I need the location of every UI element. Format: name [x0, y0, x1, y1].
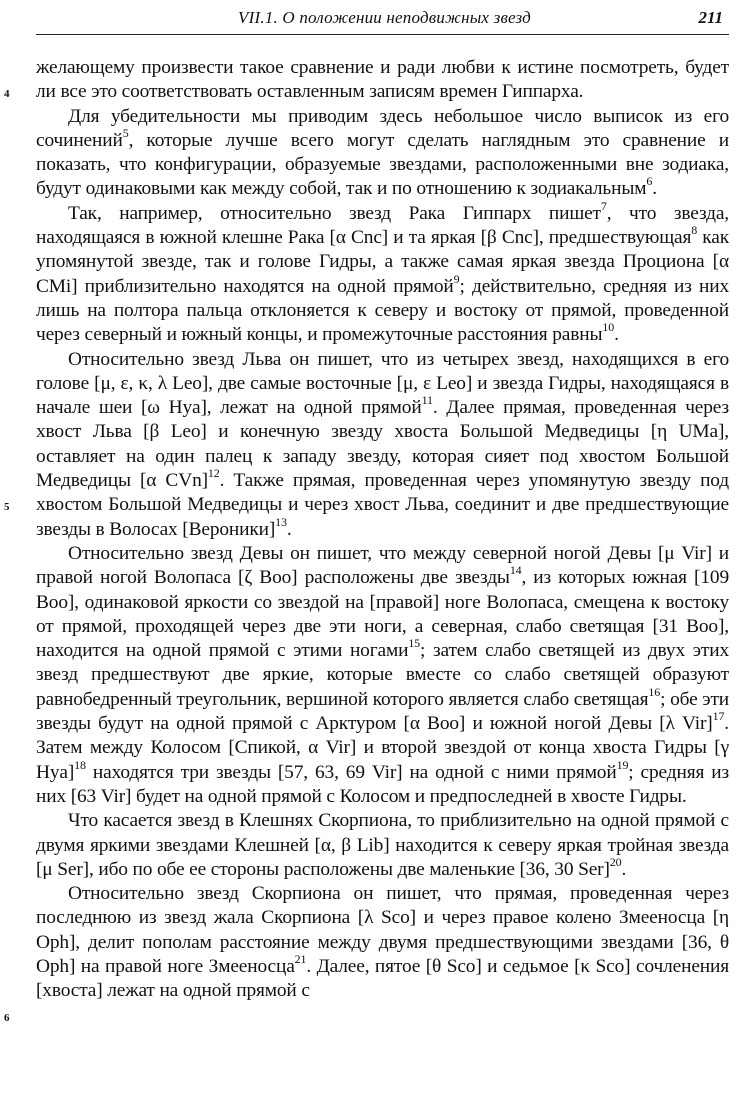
- footnote-marker[interactable]: 17: [712, 709, 725, 724]
- footnote-marker[interactable]: 19: [616, 757, 629, 772]
- footnote-marker[interactable]: 13: [275, 514, 287, 529]
- header-rule: [36, 34, 729, 35]
- text-run: . Затем между Колосом [Спикой, α Vir] и второй звездой от конца хвоста Гидры [γ Hya]: [36, 713, 729, 783]
- footnote-marker[interactable]: 5: [122, 125, 129, 140]
- text-run: ; действительно, средняя из них лишь на полтора пальца отклоняется к северу и востоку от прямой, проведенной через северный и южный концы, и промежуточные расстояния равны: [36, 275, 729, 346]
- text-run: Для убедительности мы приводим здесь небольшое число выписок из его сочинений: [36, 105, 729, 151]
- text-run: .: [614, 324, 619, 346]
- text-run: , которые лучше всего могут сделать наглядным это сравнение и показать, что конфигурации, образуемые звездами, расположенными вне зодиака, будут одинаковыми как между собой, так и по отношению к зодиакальным: [36, 129, 729, 200]
- text-run: ; затем слабо светящей из двух этих звезд предшествуют две яркие, которые вместе со слабо светящей образуют равнобедренный треугольник, вершиной которого является слабо светящая: [36, 640, 729, 710]
- text-run: Так, например, относительно звезд Рака Гиппарх пишет: [68, 202, 601, 224]
- text-run: , из которых южная [109 Boo], одинаковой яркости со звездой на [правой] ноге Волопаса, смещена к востоку от прямой, проходящей через две эти ноги, а северная, слабо светящая [31 Boo], находится на одной прямой с этими ногами: [36, 567, 729, 662]
- footnote-marker[interactable]: 21: [294, 951, 307, 966]
- margin-line-number: 6: [4, 1011, 10, 1024]
- footnote-marker[interactable]: 16: [648, 684, 661, 699]
- text-run: . Далее, пятое [θ Sco] и седьмое [κ Sco] сочленения [хвоста] лежат на одной прямой с: [36, 955, 729, 1002]
- text-run: .: [286, 518, 292, 540]
- footnote-marker[interactable]: 7: [600, 198, 607, 213]
- paragraph: [36, 809, 729, 882]
- footnote-marker[interactable]: 12: [207, 466, 220, 481]
- paragraph: [36, 198, 729, 348]
- text-run: .: [652, 178, 657, 200]
- footnote-marker[interactable]: 15: [408, 636, 421, 651]
- text-run: находятся три звезды [57, 63, 69 Vir] на одной с ними прямой: [85, 761, 617, 783]
- text-run: Что касается звезд в Клешнях Скорпиона, то приблизительно на одной прямой с двумя яркими звездами Клешней [α, β Lib] находится к северу яркая тройная звезда [μ Ser], ибо по обе ее стороны расположены две маленькие [36, 30 Ser]: [36, 810, 729, 880]
- footnote-marker[interactable]: 10: [602, 320, 615, 335]
- paragraph: [36, 882, 729, 1003]
- footnote-marker[interactable]: 8: [691, 223, 698, 238]
- text-run: ; обе эти звезды будут на одной прямой с Арктуром [α Boo] и южной ногой Девы [λ Vir]: [36, 688, 730, 735]
- page-header: [36, 4, 733, 34]
- margin-line-number: 5: [4, 501, 10, 514]
- page-number: 211: [698, 8, 723, 27]
- margin-line-number: 4: [4, 88, 10, 101]
- text-run: . Далее прямая, проведенная через хвост Льва [β Leo] и конечную звезду хвоста Большой Медведицы [η UMa], оставляет на один палец к западу звезду, которая сияет под хвостом Большой Медведицы [α CVn]: [36, 397, 729, 492]
- body-text: [36, 56, 729, 1004]
- text-run: .: [621, 858, 627, 880]
- paragraph: [36, 56, 729, 105]
- text-run: как упомянутой звезде, так и голове Гидры, а также самая яркая звезда Проциона [α CMi] приблизительно находятся на одной прямой: [36, 227, 729, 297]
- text-run: Относительно звезд Льва он пишет, что из четырех звезд, находящихся в его голове [μ, ε, κ, λ Leo], две самые восточные [μ, ε Leo] и звезда Гидры, находящаяся в начале шеи [ω Hya], лежат на одной прямой: [36, 348, 729, 419]
- text-run: . Также прямая, проведенная через упомянутую звезду под хвостом Большой Медведицы и через хвост Льва, соединит и две предшествующие звезды в Волосах [Вероники]: [36, 470, 729, 540]
- text-run: ; средняя из них [63 Vir] будет на одной прямой с Колосом и предпоследней в хвосте Гидры.: [36, 761, 729, 807]
- footnote-marker[interactable]: 11: [421, 393, 433, 408]
- paragraph: [36, 542, 729, 809]
- paragraph: [36, 348, 729, 542]
- footnote-marker[interactable]: 6: [646, 174, 653, 189]
- text-run: , что звезда, находящаяся в южной клешне Рака [α Cnc] и та яркая [β Cnc], предшествующая: [36, 202, 729, 249]
- footnote-marker[interactable]: 9: [453, 271, 460, 286]
- paragraph: [36, 105, 729, 202]
- text-run: Относительно звезд Девы он пишет, что между северной ногой Девы [μ Vir] и правой ногой Волопаса [ζ Boo] расположены две звезды: [36, 542, 729, 589]
- text-run: Относительно звезд Скорпиона он пишет, что прямая, проведенная через последнюю из звезд жала Скорпиона [λ Sco] и через правое колено Змееносца [η Oph], делит пополам расстояние между двумя предшествующими звездами [36, θ Oph] на правой ноге Змееносца: [36, 883, 729, 977]
- footnote-marker[interactable]: 18: [74, 757, 86, 772]
- text-run: желающему произвести такое сравнение и ради любви к истине посмотреть, будет ли все это соответствовать оставленным записям времен Гиппарха.: [36, 57, 729, 103]
- footnote-marker[interactable]: 20: [609, 854, 622, 869]
- footnote-marker[interactable]: 14: [509, 563, 522, 578]
- running-title: VII.1. О положении неподвижных звезд: [238, 8, 531, 27]
